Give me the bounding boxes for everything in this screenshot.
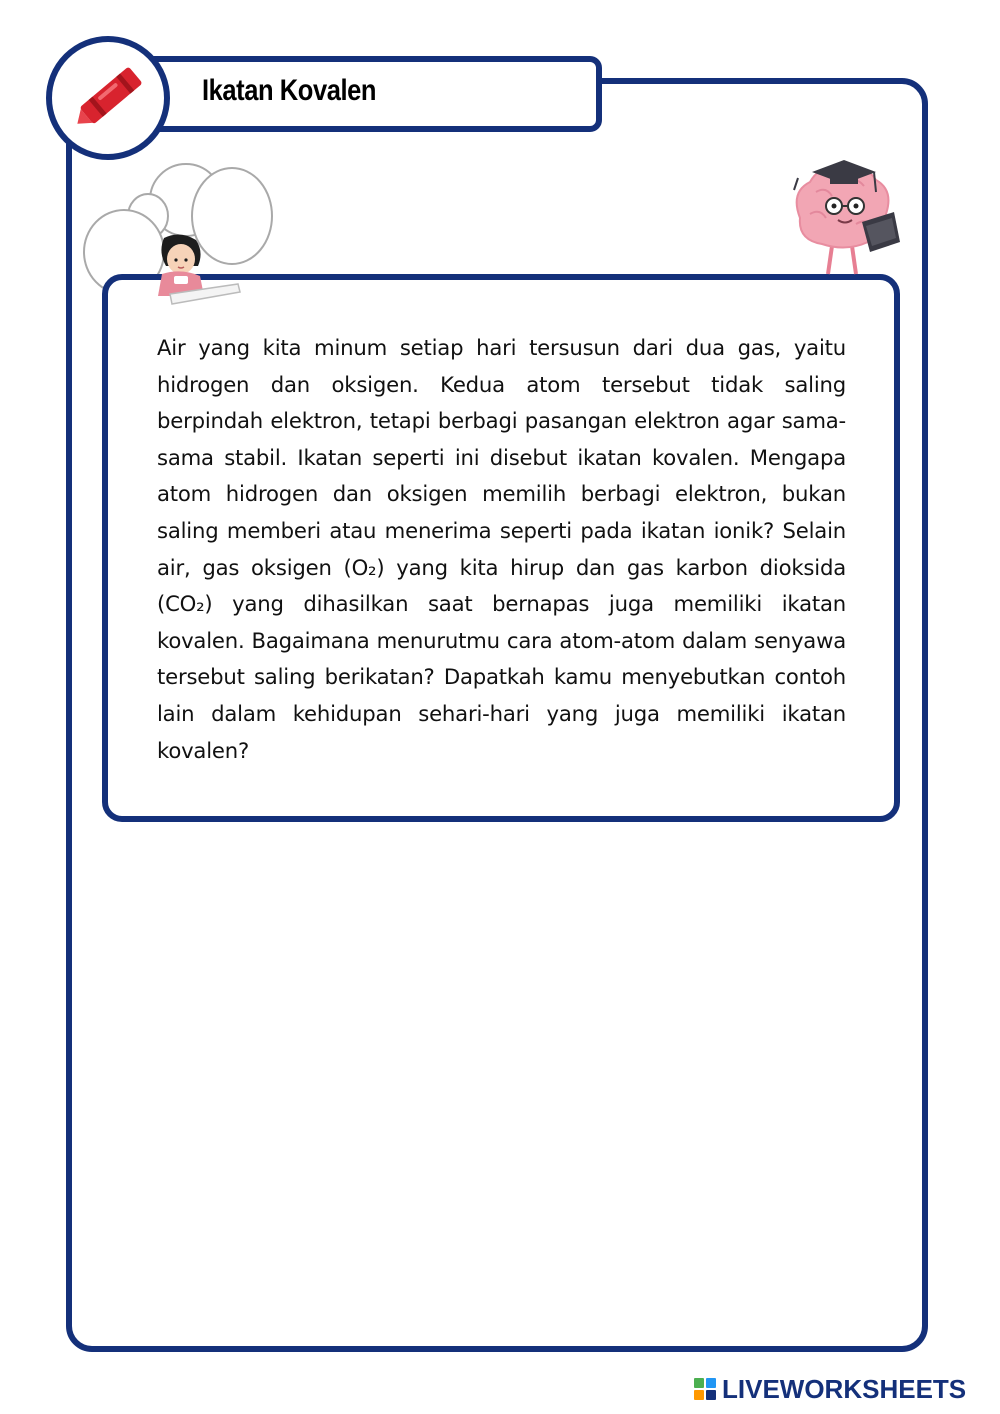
page-title: Ikatan Kovalen (202, 74, 377, 107)
body-paragraph: Air yang kita minum setiap hari tersusun dari dua gas, yaitu hidrogen dan oksigen. Kedua atom tersebut tidak saling berpindah elektron, tetapi berbagi pasangan elektron agar sama-sama stabil. Ikatan seperti ini disebut ikatan kovalen. Mengapa atom hidrogen dan oksigen memilih berbagi elektron, bukan saling memberi atau menerima seperti pada ikatan ionik? Selain air, gas oksigen (O₂) yang kita hirup dan gas karbon dioksida (CO₂) yang dihasilkan saat bernapas juga memiliki ikatan kovalen. Bagaimana menurutmu cara atom-atom dalam senyawa tersebut saling berikatan? Dapatkah kamu menyebutkan contoh lain dalam kehidupan sehari-hari yang juga memiliki ikatan kovalen? (157, 335, 846, 763)
brain-graduate-icon (786, 152, 906, 278)
liveworksheets-logo-icon (694, 1378, 716, 1400)
crayon-badge (46, 36, 170, 160)
watermark (694, 1374, 966, 1404)
watermark-text[interactable]: LIVEWORKSHEETS (722, 1374, 967, 1404)
crayon-icon (52, 42, 164, 154)
student-thinking-icon (152, 232, 242, 324)
